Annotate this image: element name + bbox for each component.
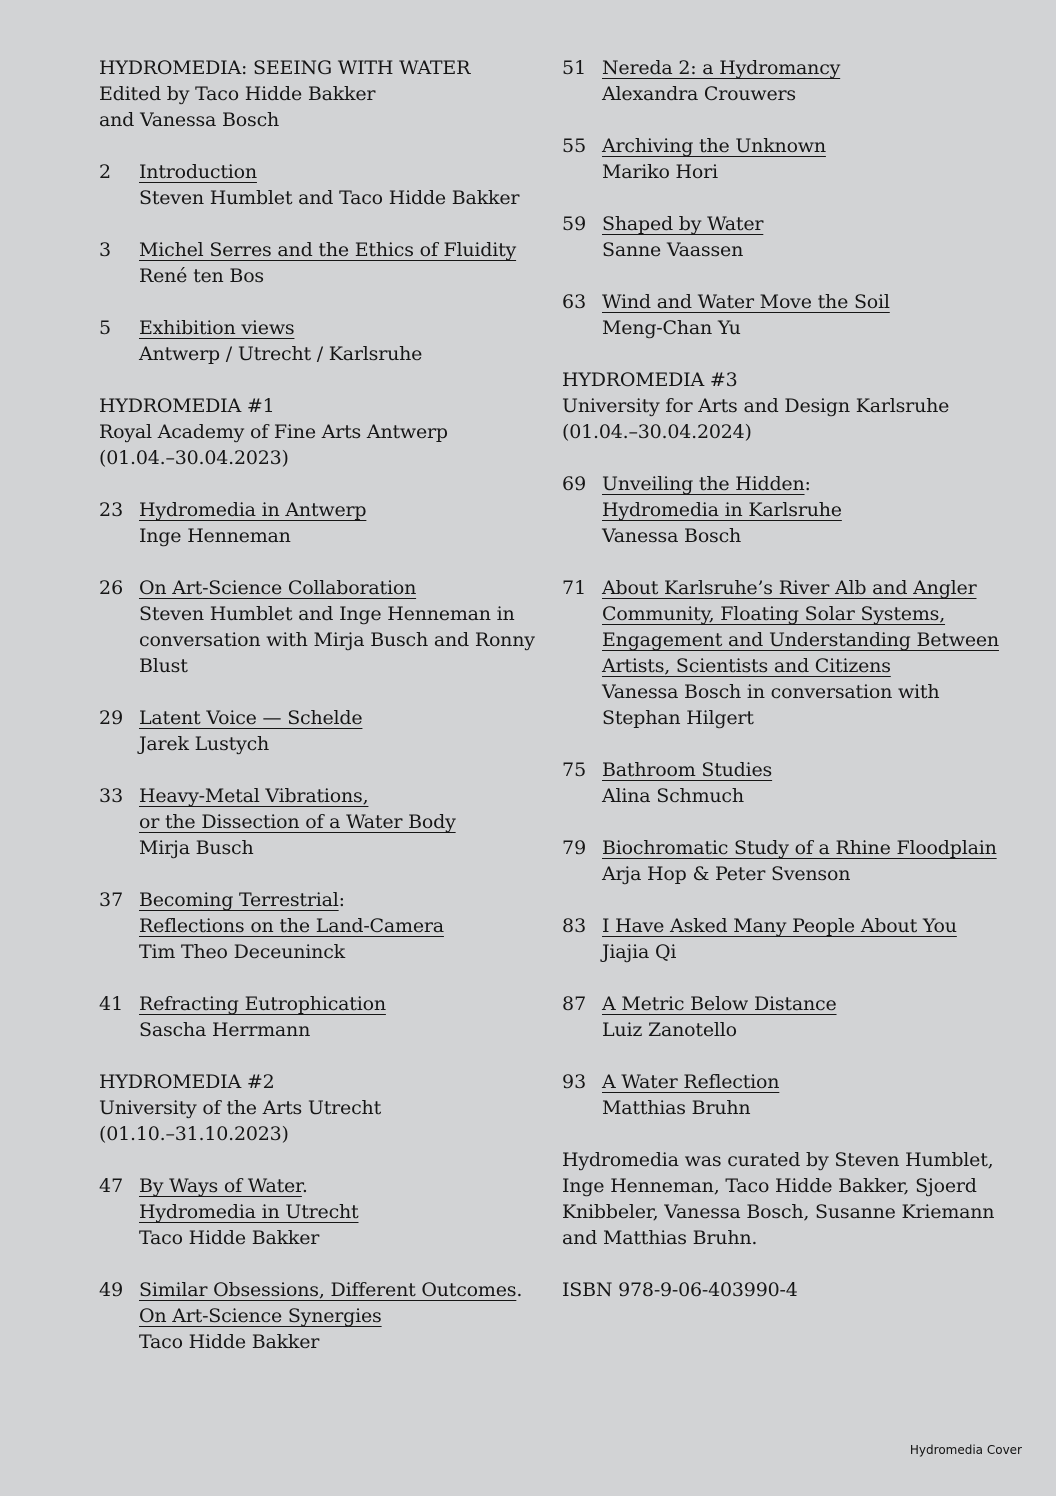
entry-author-line: Taco Hidde Bakker [139, 1227, 320, 1249]
title-punctuation: : [804, 473, 811, 495]
page-number: 3 [99, 239, 112, 261]
entry-author-line: Jiajia Qi [602, 941, 677, 963]
toc-entry [562, 991, 1012, 1043]
entry-author-line: Sanne Vaassen [602, 239, 744, 261]
toc-entry [562, 133, 1012, 185]
entry-title-text: Hydromedia in Utrecht [139, 1201, 359, 1223]
page-number: 71 [562, 577, 587, 599]
toc-entry [562, 1069, 1012, 1121]
entry-title-text: Artists, Scientists and Citizens [602, 655, 891, 677]
entry-title-text: Heavy-Metal Vibrations, [139, 785, 369, 807]
entry-author-line: Sascha Herrmann [139, 1019, 311, 1041]
page-number: 5 [99, 317, 112, 339]
toc-entry [99, 783, 539, 861]
entry-title-line [139, 1199, 539, 1225]
entry-body [139, 237, 539, 289]
page-number: 51 [562, 57, 587, 79]
book-title: HYDROMEDIA: SEEING WITH WATER [99, 57, 471, 79]
entry-title-text: I Have Asked Many People About You [602, 915, 957, 937]
page-number: 33 [99, 785, 124, 807]
title-punctuation: : [338, 889, 345, 911]
entry-author-line: Blust [139, 655, 188, 677]
intro-entries [99, 159, 539, 367]
entry-title-text: About Karlsruhe’s River Alb and Angler [602, 577, 977, 599]
credits-line: Hydromedia was curated by Steven Humblet, [562, 1149, 994, 1171]
page-number: 26 [99, 577, 124, 599]
page-number: 23 [99, 499, 124, 521]
toc-entry [562, 289, 1012, 341]
page-number: 59 [562, 213, 587, 235]
isbn: ISBN 978-9-06-403990-4 [562, 1279, 798, 1301]
title-punctuation: . [301, 1175, 308, 1197]
toc-entry [562, 471, 1012, 549]
section-dates: (01.10.–31.10.2023) [99, 1123, 289, 1145]
entry-body [602, 133, 1012, 185]
section-heading-2 [99, 1069, 539, 1147]
entry-body [602, 991, 1012, 1043]
entry-author-line: Matthias Bruhn [602, 1097, 751, 1119]
toc-entry [562, 575, 1012, 731]
entry-body [602, 1069, 1012, 1121]
entry-author-line: Arja Hop & Peter Svenson [602, 863, 851, 885]
section2-entries-right [562, 55, 1012, 341]
entry-title-text: or the Dissection of a Water Body [139, 811, 456, 833]
entry-author-line: conversation with Mirja Busch and Ronny [139, 629, 535, 651]
toc-entry [99, 237, 539, 289]
entry-title-text: Engagement and Understanding Between [602, 629, 999, 651]
entry-author-line: Vanessa Bosch [602, 525, 742, 547]
page-number: 93 [562, 1071, 587, 1093]
entry-title-text: A Water Reflection [602, 1071, 780, 1093]
entry-author-line: Vanessa Bosch in conversation with [602, 681, 940, 703]
entry-title-text: On Art-Science Collaboration [139, 577, 417, 599]
entry-title-line [139, 159, 539, 185]
toc-entry [99, 1173, 539, 1251]
section-name: HYDROMEDIA #3 [562, 369, 738, 391]
entry-title-line [139, 237, 539, 263]
toc-entry [99, 159, 539, 211]
entry-body [139, 705, 539, 757]
credits-line: Inge Henneman, Taco Hidde Bakker, Sjoerd [562, 1175, 977, 1197]
editors-line: and Vanessa Bosch [99, 109, 280, 131]
section-venue: Royal Academy of Fine Arts Antwerp [99, 421, 448, 443]
entry-title-text: Similar Obsessions, Different Outcomes [139, 1279, 517, 1301]
section-venue: University of the Arts Utrecht [99, 1097, 382, 1119]
entry-title-line [602, 133, 1012, 159]
entry-body [602, 55, 1012, 107]
toc-entry [99, 497, 539, 549]
page-number: 83 [562, 915, 587, 937]
editors-line: Edited by Taco Hidde Bakker [99, 83, 376, 105]
entry-title-line [602, 991, 1012, 1017]
footer-label: Hydromedia Cover [909, 1443, 1022, 1457]
page-number: 47 [99, 1175, 124, 1197]
entry-body [602, 211, 1012, 263]
entry-author-line: Meng-Chan Yu [602, 317, 741, 339]
entry-title-text: Archiving the Unknown [602, 135, 826, 157]
toc-entry [99, 315, 539, 367]
entry-title-text: A Metric Below Distance [602, 993, 837, 1015]
toc-entry [562, 55, 1012, 107]
entry-title-text: Hydromedia in Karlsruhe [602, 499, 842, 521]
entry-title-line [139, 1277, 539, 1303]
page-number: 41 [99, 993, 124, 1015]
section-dates: (01.04.–30.04.2023) [99, 447, 289, 469]
page-number: 63 [562, 291, 587, 313]
entry-body [602, 757, 1012, 809]
entry-title-line [602, 601, 1012, 627]
credits-line: Knibbeler, Vanessa Bosch, Susanne Kriemann [562, 1201, 995, 1223]
entry-title-line [602, 1069, 1012, 1095]
entry-title-line [602, 471, 1012, 497]
entry-body [139, 887, 539, 965]
section-name: HYDROMEDIA #2 [99, 1071, 275, 1093]
entry-title-line [602, 913, 1012, 939]
entry-title-text: Refracting Eutrophication [139, 993, 386, 1015]
entry-title-text: By Ways of Water [139, 1175, 302, 1197]
entry-title-line [139, 991, 539, 1017]
entry-body [139, 1173, 539, 1251]
entry-title-text: Hydromedia in Antwerp [139, 499, 367, 521]
entry-author-line: Inge Henneman [139, 525, 291, 547]
credits-line: and Matthias Bruhn. [562, 1227, 758, 1249]
entry-title-line [139, 1173, 539, 1199]
entry-title-text: Wind and Water Move the Soil [602, 291, 890, 313]
entry-author-line: René ten Bos [139, 265, 264, 287]
toc-entry [99, 991, 539, 1043]
toc-entry [99, 575, 539, 679]
entry-title-text: On Art-Science Synergies [139, 1305, 382, 1327]
entry-author-line: Stephan Hilgert [602, 707, 754, 729]
entry-title-line [139, 705, 539, 731]
entry-author-line: Taco Hidde Bakker [139, 1331, 320, 1353]
page-number: 37 [99, 889, 124, 911]
entry-body [139, 497, 539, 549]
entry-author-line: Mirja Busch [139, 837, 254, 859]
entry-title-line [602, 835, 1012, 861]
entry-title-text: Becoming Terrestrial [139, 889, 339, 911]
entry-title-text: Shaped by Water [602, 213, 764, 235]
left-column [99, 55, 539, 1381]
entry-author-line: Steven Humblet and Taco Hidde Bakker [139, 187, 520, 209]
section-heading-3 [562, 367, 1012, 445]
entry-title-line [139, 1303, 539, 1329]
entry-body [139, 783, 539, 861]
entry-body [602, 913, 1012, 965]
entry-author-line: Tim Theo Deceuninck [139, 941, 345, 963]
entry-title-text: Introduction [139, 161, 257, 183]
entry-title-line [602, 653, 1012, 679]
entry-title-line [139, 783, 539, 809]
entry-title-text: Reflections on the Land-Camera [139, 915, 444, 937]
entry-title-line [602, 627, 1012, 653]
entry-body [602, 575, 1012, 731]
entry-author-line: Antwerp / Utrecht / Karlsruhe [139, 343, 423, 365]
entry-title-text: Nereda 2: a Hydromancy [602, 57, 841, 79]
entry-title-line [139, 809, 539, 835]
section-dates: (01.04.–30.04.2024) [562, 421, 752, 443]
entry-author-line: Jarek Lustych [139, 733, 270, 755]
entry-body [602, 289, 1012, 341]
entry-title-line [602, 211, 1012, 237]
toc-entry [99, 1277, 539, 1355]
entry-title-line [602, 55, 1012, 81]
entry-author-line: Alina Schmuch [602, 785, 744, 807]
entry-title-line [602, 497, 1012, 523]
page-number: 75 [562, 759, 587, 781]
entry-body [602, 835, 1012, 887]
entry-body [139, 1277, 539, 1355]
section2-entries-left [99, 1173, 539, 1355]
entry-author-line: Luiz Zanotello [602, 1019, 737, 1041]
entry-title-line [602, 575, 1012, 601]
entry-title-line [602, 757, 1012, 783]
section3-entries [562, 471, 1012, 1121]
entry-title-text: Unveiling the Hidden [602, 473, 805, 495]
entry-body [602, 471, 1012, 549]
title-punctuation: . [516, 1279, 523, 1301]
section-venue: University for Arts and Design Karlsruhe [562, 395, 950, 417]
entry-author-line: Alexandra Crouwers [602, 83, 796, 105]
page-number: 79 [562, 837, 587, 859]
page-number: 29 [99, 707, 124, 729]
section-heading-1 [99, 393, 539, 471]
section1-entries [99, 497, 539, 1043]
book-header [99, 55, 539, 133]
entry-title-line [139, 315, 539, 341]
entry-title-line [139, 913, 539, 939]
entry-body [139, 159, 539, 211]
entry-body [139, 575, 539, 679]
credits [562, 1147, 1012, 1251]
toc-entry [562, 211, 1012, 263]
page-number: 2 [99, 161, 112, 183]
page-number: 87 [562, 993, 587, 1015]
toc-entry [562, 835, 1012, 887]
toc-entry [562, 913, 1012, 965]
entry-title-text: Exhibition views [139, 317, 295, 339]
entry-title-text: Latent Voice — Schelde [139, 707, 363, 729]
page-number: 49 [99, 1279, 124, 1301]
right-column [562, 55, 1012, 1303]
entry-body [139, 315, 539, 367]
section-name: HYDROMEDIA #1 [99, 395, 275, 417]
toc-entry [99, 705, 539, 757]
entry-title-text: Bathroom Studies [602, 759, 773, 781]
entry-title-text: Michel Serres and the Ethics of Fluidity [139, 239, 517, 261]
page-number: 69 [562, 473, 587, 495]
entry-title-line [139, 575, 539, 601]
entry-title-text: Biochromatic Study of a Rhine Floodplain [602, 837, 997, 859]
entry-title-text: Community, Floating Solar Systems, [602, 603, 946, 625]
entry-title-line [602, 289, 1012, 315]
page-number: 55 [562, 135, 587, 157]
entry-body [139, 991, 539, 1043]
toc-entry [99, 887, 539, 965]
entry-author-line: Mariko Hori [602, 161, 718, 183]
entry-title-line [139, 887, 539, 913]
entry-author-line: Steven Humblet and Inge Henneman in [139, 603, 515, 625]
toc-entry [562, 757, 1012, 809]
entry-title-line [139, 497, 539, 523]
